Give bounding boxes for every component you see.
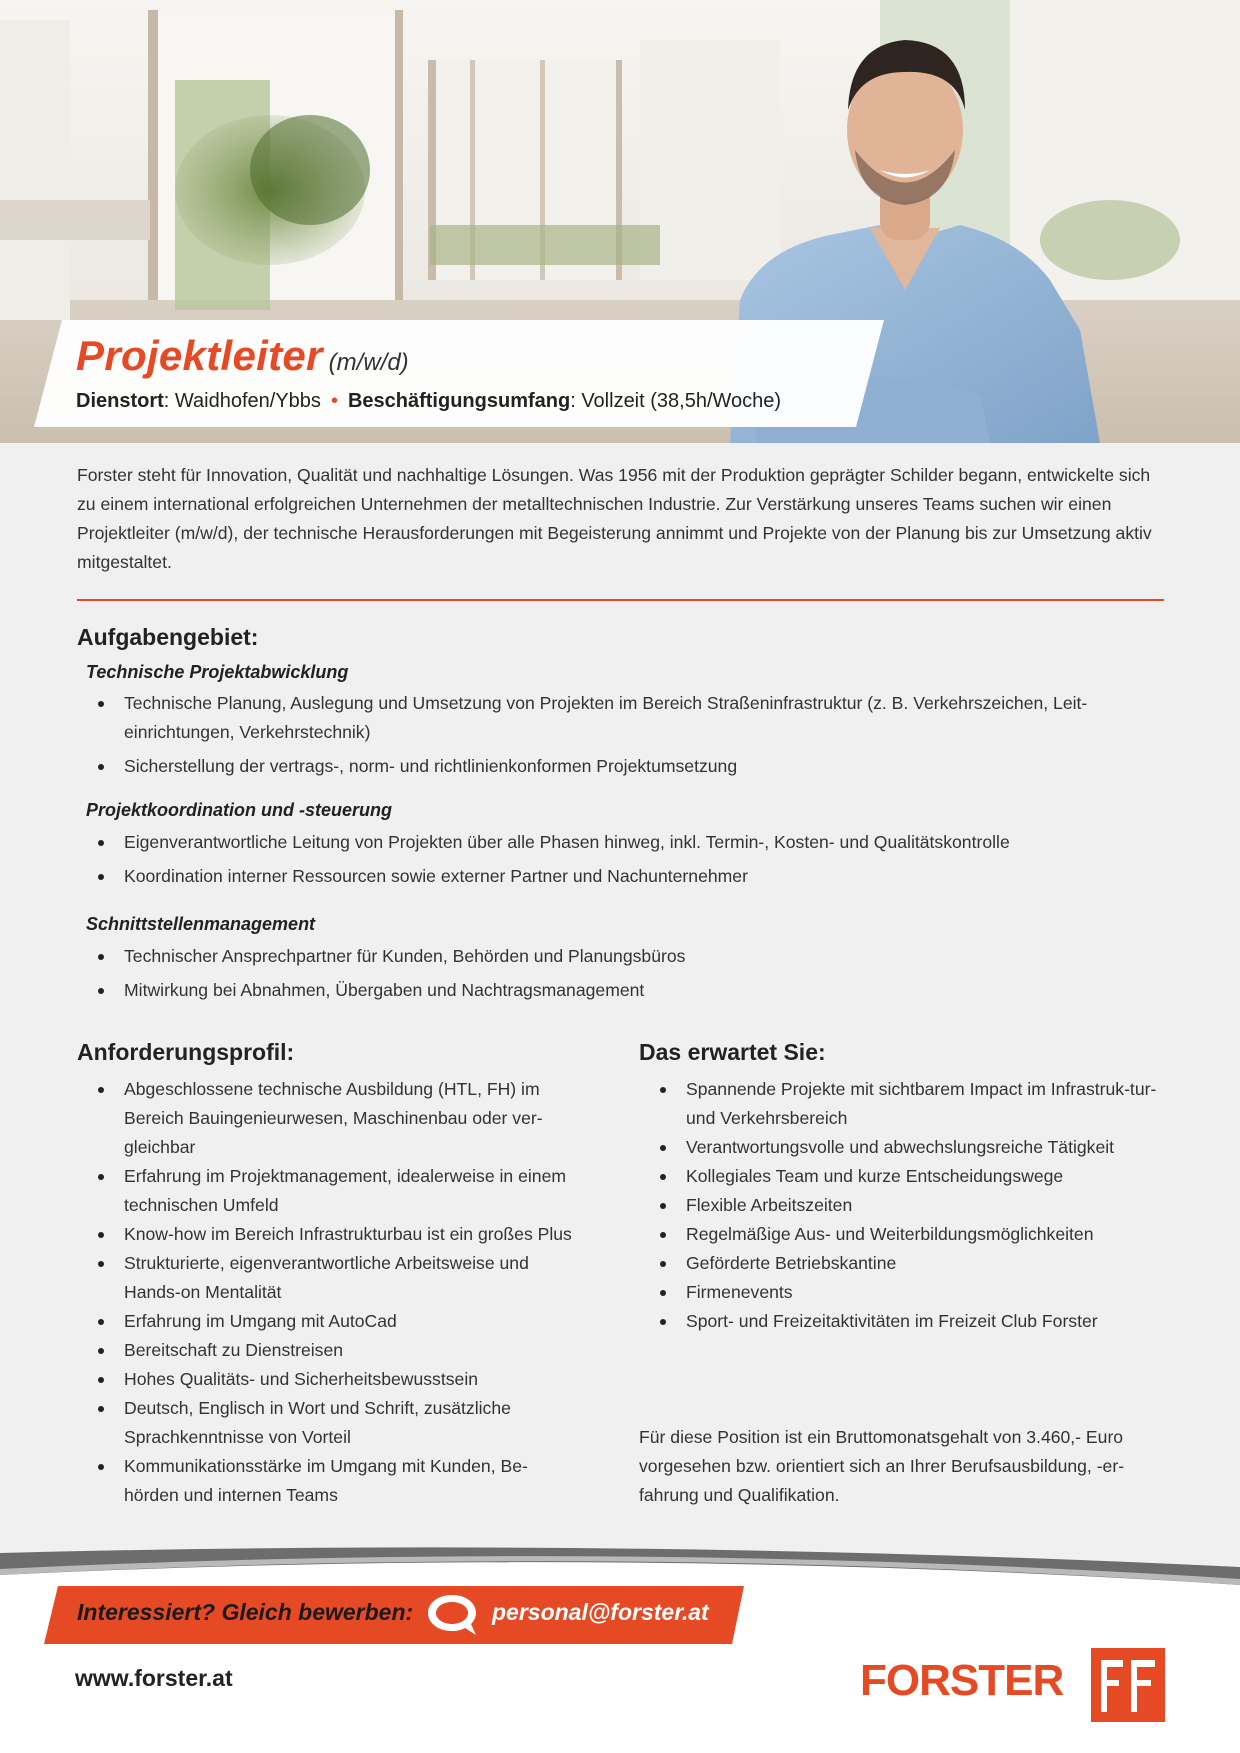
list-item: Technischer Ansprechpartner für Kunden, Behörden und Planungsbüros xyxy=(77,942,1157,971)
logo-wordmark: FORSTER xyxy=(860,1656,1064,1705)
salary-text: Für diese Position ist ein Bruttomonatsgehalt von 3.460,- Euro vorgesehen bzw. orientiert sich an Ihrer Berufsausbildung, -er-fahrung und Qualifikation. xyxy=(639,1427,1125,1505)
list-item: Eigenverantwortliche Leitung von Projekten über alle Phasen hinweg, inkl. Termin-, Kosten- und Qualitätskontrolle xyxy=(77,828,1157,857)
location-label: Dienstort xyxy=(76,390,164,412)
separator-dot: • xyxy=(330,390,338,412)
list-item: Verantwortungsvolle und abwechslungsreiche Tätigkeit xyxy=(639,1133,1179,1162)
employment-label: Beschäftigungsumfang xyxy=(347,390,571,412)
list-item: Spannende Projekte mit sichtbarem Impact im Infrastruk-tur- und Verkehrsbereich xyxy=(639,1075,1179,1133)
task-list xyxy=(77,689,1157,781)
divider xyxy=(77,599,1164,601)
list-item: Bereitschaft zu Dienstreisen xyxy=(77,1336,577,1365)
apply-prompt: Interessiert? Gleich bewerben: xyxy=(77,1599,414,1625)
job-title-suffix: (m/w/d) xyxy=(328,349,409,376)
list-item: Koordination interner Ressourcen sowie externer Partner und Nachunternehmer xyxy=(77,862,1157,891)
website-link[interactable]: www.forster.at xyxy=(75,1665,233,1691)
list-item: Technische Planung, Auslegung und Umsetzung von Projekten im Bereich Straßeninfrastruktur (z. B. Verkehrszeichen, Leit-einrichtungen, Verkehrstechnik) xyxy=(77,689,1157,747)
task-group-title: Projektkoordination und -steuerung xyxy=(86,800,393,820)
forster-logo xyxy=(860,1648,1165,1722)
task-group-title: Technische Projektabwicklung xyxy=(86,662,349,682)
requirements-heading: Anforderungsprofil: xyxy=(77,1039,295,1065)
employment-value: : Vollzeit (38,5h/Woche) xyxy=(570,390,782,412)
list-item: Deutsch, Englisch in Wort und Schrift, zusätzliche Sprachkenntnisse von Vorteil xyxy=(77,1394,577,1452)
list-item: Geförderte Betriebskantine xyxy=(639,1249,1179,1278)
list-item: Strukturierte, eigenverantwortliche Arbeitsweise und Hands-on Mentalität xyxy=(77,1249,577,1307)
hero-banner xyxy=(0,0,1240,443)
list-item: Kollegiales Team und kurze Entscheidungswege xyxy=(639,1162,1179,1191)
list-item: Abgeschlossene technische Ausbildung (HTL, FH) im Bereich Bauingenieurwesen, Maschinenbau oder ver-gleichbar xyxy=(77,1075,577,1162)
list-item: Sicherstellung der vertrags-, norm- und richtlinienkonformen Projektumsetzung xyxy=(77,752,1157,781)
list-item: Kommunikationsstärke im Umgang mit Kunden, Be-hörden und internen Teams xyxy=(77,1452,577,1510)
offer-list xyxy=(639,1075,1179,1336)
email-link[interactable]: personal@forster.at xyxy=(492,1599,709,1625)
logo-ff-mark xyxy=(1091,1648,1165,1722)
speech-bubble-icon xyxy=(424,1591,480,1639)
offer-heading: Das erwartet Sie: xyxy=(639,1039,826,1065)
task-group-title: Schnittstellenmanagement xyxy=(86,914,316,934)
intro-text: Forster steht für Innovation, Qualität und nachhaltige Lösungen. Was 1956 mit der Produktion geprägter Schilder begann, entwickelte sich zu einem international erfolgreichen Unternehmen der metalltechnischen Industrie. Zur Verstärkung unseres Teams suchen wir einen Projektleiter (m/w/d), der technische Herausforderungen mit Begeisterung annimmt und Projekte von der Planung bis zur Umsetzung aktiv mitgestaltet. xyxy=(77,465,1152,572)
list-item: Hohes Qualitäts- und Sicherheitsbewusstsein xyxy=(77,1365,577,1394)
list-item: Erfahrung im Umgang mit AutoCad xyxy=(77,1307,577,1336)
task-list xyxy=(77,942,1157,1005)
requirements-list xyxy=(77,1075,577,1510)
list-item: Sport- und Freizeitaktivitäten im Freizeit Club Forster xyxy=(639,1307,1179,1336)
tasks-heading: Aufgabengebiet: xyxy=(77,624,259,650)
list-item: Regelmäßige Aus- und Weiterbildungsmöglichkeiten xyxy=(639,1220,1179,1249)
list-item: Flexible Arbeitszeiten xyxy=(639,1191,1179,1220)
list-item: Mitwirkung bei Abnahmen, Übergaben und Nachtragsmanagement xyxy=(77,976,1157,1005)
apply-banner xyxy=(44,1586,744,1644)
job-title: Projektleiter xyxy=(76,332,323,379)
task-list xyxy=(77,828,1157,891)
location-value: : Waidhofen/Ybbs xyxy=(163,390,321,412)
list-item: Know-how im Bereich Infrastrukturbau ist ein großes Plus xyxy=(77,1220,577,1249)
job-title-line xyxy=(76,332,409,380)
title-box xyxy=(34,320,884,427)
list-item: Firmenevents xyxy=(639,1278,1179,1307)
job-meta xyxy=(76,390,781,413)
list-item: Erfahrung im Projektmanagement, idealerweise in einem technischen Umfeld xyxy=(77,1162,577,1220)
